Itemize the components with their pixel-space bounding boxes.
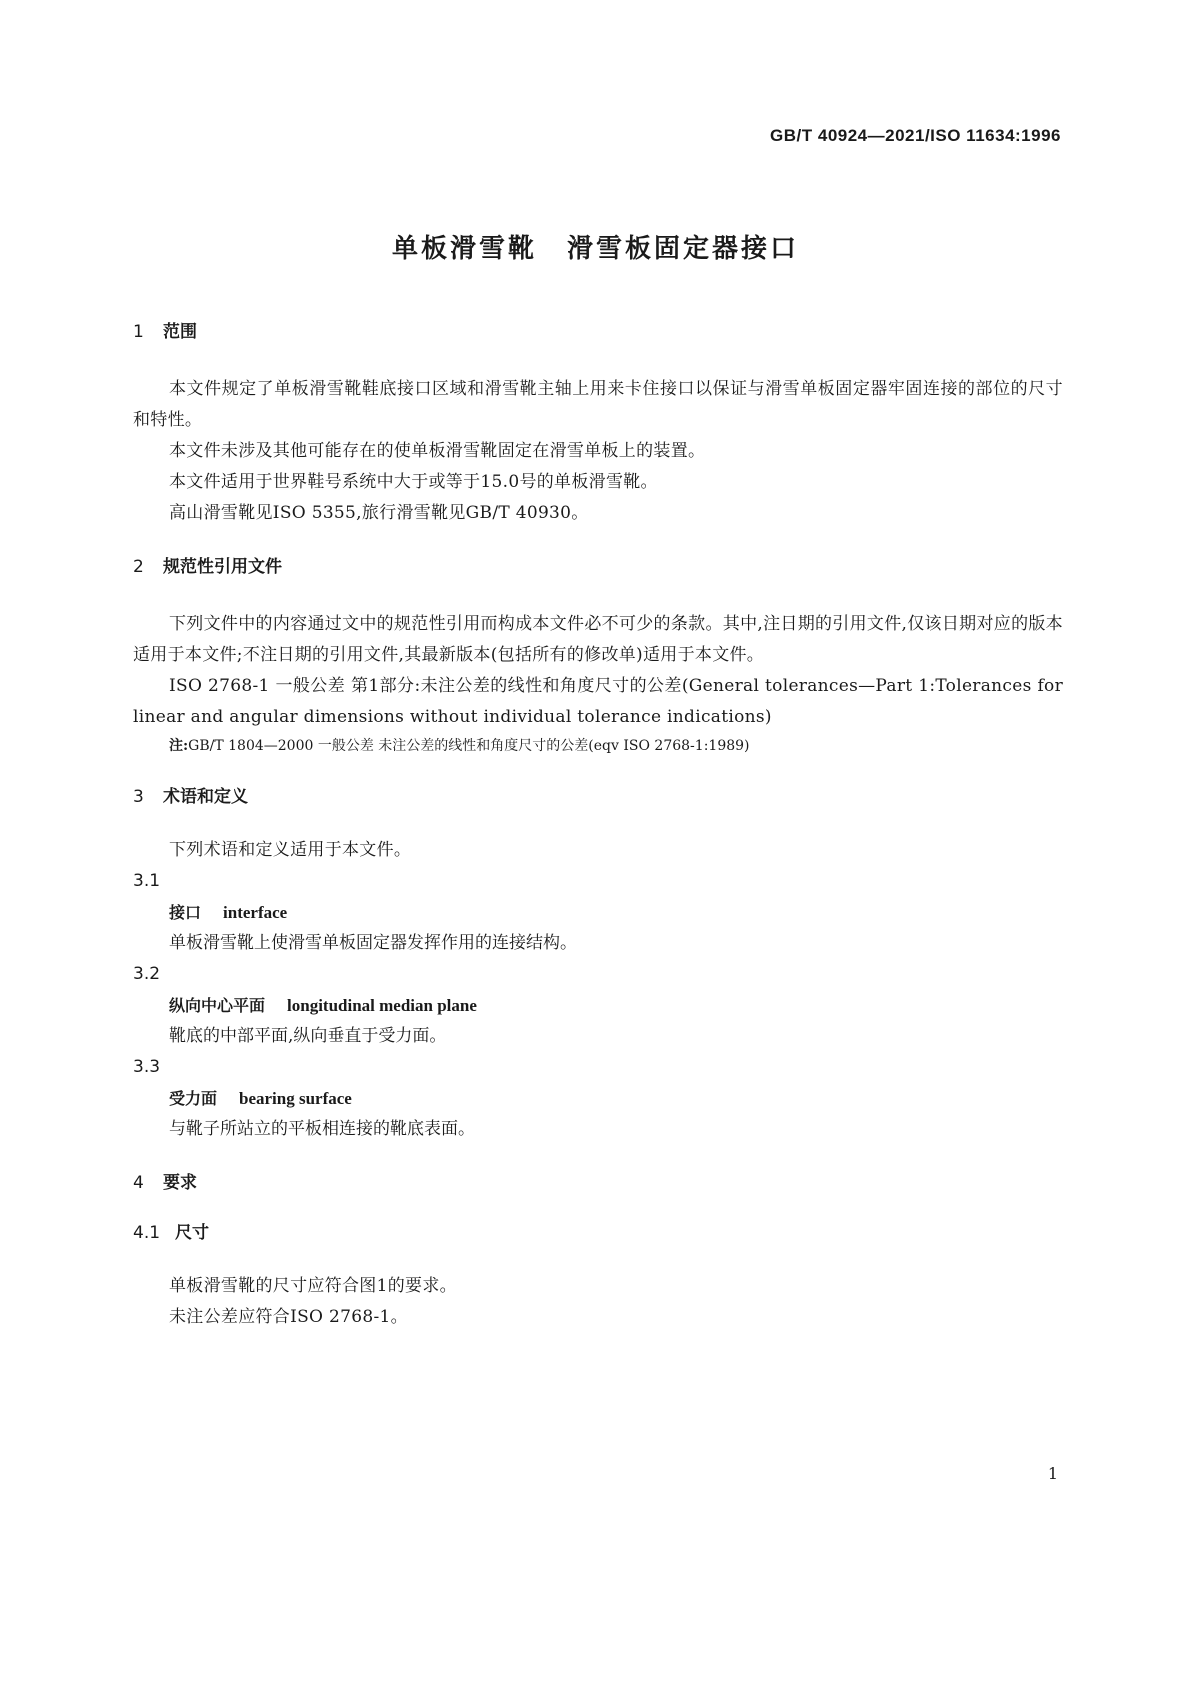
section-number: 1 (133, 322, 144, 342)
term-name-en: interface (223, 903, 288, 922)
note (133, 733, 1063, 759)
section-title: 要求 (163, 1173, 197, 1193)
term-number: 3.1 (133, 871, 161, 891)
term-name (133, 990, 1063, 1021)
term-name-zh: 接口 (169, 903, 202, 922)
paragraph: 未注公差应符合ISO 2768-1。 (169, 1307, 408, 1327)
section-title: 规范性引用文件 (163, 557, 282, 577)
reference-entry: ISO 2768-1 一般公差 第1部分:未注公差的线性和角度尺寸的公差(General tolerances—Part 1:Tolerances for linear and angular dimensions without individual tolerance indications) (133, 676, 1063, 727)
term-definition: 与靴子所站立的平板相连接的靴底表面。 (169, 1119, 475, 1139)
paragraph: 本文件规定了单板滑雪靴鞋底接口区域和滑雪靴主轴上用来卡住接口以保证与滑雪单板固定器牢固连接的部位的尺寸和特性。 (133, 379, 1063, 430)
paragraph: 单板滑雪靴的尺寸应符合图1的要求。 (169, 1276, 457, 1296)
term-name-zh: 受力面 (169, 1089, 218, 1108)
term-name-en: longitudinal median plane (287, 996, 477, 1015)
paragraph: 本文件未涉及其他可能存在的使单板滑雪靴固定在滑雪单板上的装置。 (169, 441, 706, 461)
section-title: 术语和定义 (163, 787, 248, 807)
document-body (133, 320, 1063, 1333)
section-number: 3 (133, 787, 144, 807)
term-name-zh: 纵向中心平面 (169, 996, 266, 1015)
term-name-en: bearing surface (239, 1089, 352, 1108)
term-name (133, 897, 1063, 928)
term-number: 3.2 (133, 964, 161, 984)
page-number: 1 (1047, 1464, 1058, 1483)
section-number: 4 (133, 1173, 144, 1193)
paragraph: 下列文件中的内容通过文中的规范性引用而构成本文件必不可少的条款。其中,注日期的引用文件,仅该日期对应的版本适用于本文件;不注日期的引用文件,其最新版本(包括所有的修改单)适用于本文件。 (133, 614, 1063, 665)
subsection-number: 4.1 (133, 1223, 161, 1243)
section-number: 2 (133, 557, 144, 577)
paragraph: 高山滑雪靴见ISO 5355,旅行滑雪靴见GB/T 40930。 (169, 503, 589, 523)
note-text: GB/T 1804—2000 一般公差 未注公差的线性和角度尺寸的公差(eqv ISO 2768-1:1989) (188, 738, 750, 754)
document-title: 单板滑雪靴 滑雪板固定器接口 (391, 234, 800, 264)
paragraph: 下列术语和定义适用于本文件。 (169, 840, 412, 860)
standard-number: GB/T 40924—2021/ISO 11634:1996 (770, 126, 1061, 145)
term-definition: 单板滑雪靴上使滑雪单板固定器发挥作用的连接结构。 (169, 933, 577, 953)
term-number: 3.3 (133, 1057, 161, 1077)
section-heading-normative-references (133, 555, 1063, 579)
section-title: 范围 (163, 322, 197, 342)
section-heading-requirements (133, 1171, 1063, 1195)
note-label: 注: (169, 738, 189, 754)
section-heading-terms (133, 785, 1063, 809)
paragraph: 本文件适用于世界鞋号系统中大于或等于15.0号的单板滑雪靴。 (169, 472, 658, 492)
term-definition: 靴底的中部平面,纵向垂直于受力面。 (169, 1026, 447, 1046)
subsection-title: 尺寸 (175, 1223, 209, 1243)
subsection-heading-dimensions (133, 1221, 1063, 1245)
term-name (133, 1083, 1063, 1114)
section-heading-scope (133, 320, 1063, 344)
